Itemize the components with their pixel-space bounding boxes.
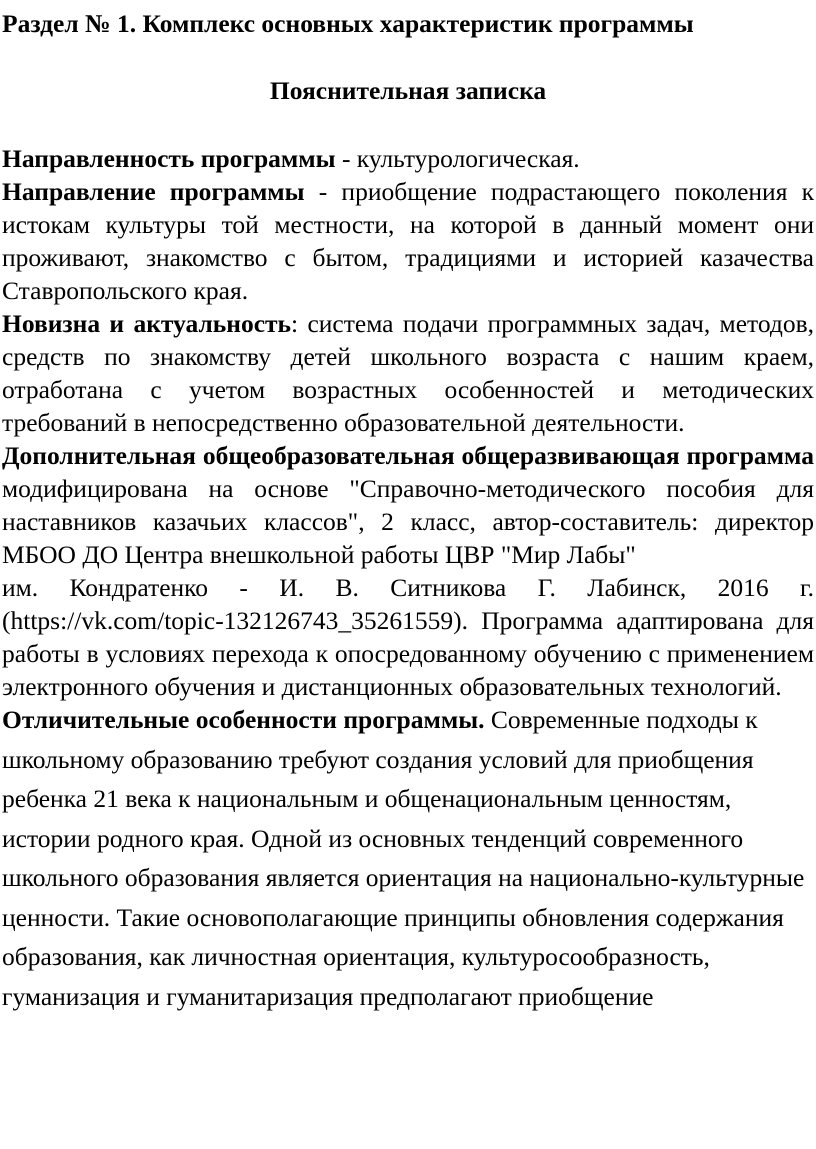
paragraph-direction-label: Направление программы (2, 177, 305, 206)
paragraph-novelty-text: : система подачи программных задач, методов, средств по знакомству детей школьного возраста с нашим краем, отработана с учетом возрастных особенностей и методических требований в непосредственно образовательной деятельности. (2, 309, 814, 437)
section-title: Раздел № 1. Комплекс основных характеристик программы (2, 9, 694, 38)
paragraph-orientation-label: Направленность программы (2, 144, 336, 173)
paragraph-additional-program-continued (2, 571, 814, 703)
paragraph-distinctive-features (2, 700, 814, 1016)
paragraph-novelty (2, 307, 814, 439)
paragraph-additional-program-label: Дополнительная общеобразовательная общеразвивающая программа (2, 441, 814, 470)
document-subtitle: Пояснительная записка (269, 76, 547, 105)
paragraph-additional-program (2, 439, 814, 571)
paragraph-orientation-text: - культурологическая. (335, 144, 580, 173)
paragraph-distinctive-features-text: Современные подходы к школьному образованию требуют создания условий для приобщения ребенка 21 века к национальным и общенациональным ценностям, истории родного края. Одной из основных тенденций современного школьного образования является ориентация на национально-культурные ценности. Такие основополагающие принципы обновления содержания образования, как личностная ориентация, культуросообразность, гуманизация и гуманитаризация предполагают приобщение (2, 705, 805, 1011)
paragraph-additional-program-text: модифицирована на основе "Справочно-методического пособия для наставников казачьих классов", 2 класс, автор-составитель: директор МБОО ДО Центра внешкольной работы ЦВР "Мир Лабы" (2, 474, 814, 569)
paragraph-additional-program-text-2: им. Кондратенко - И. В. Ситникова Г. Лабинск, 2016 г. (https://vk.com/topic-132126743_35261559). Программа адаптирована для работы в условиях перехода к опосредованному обучению с применением электронного обучения и дистанционных образовательных технологий. (2, 573, 814, 701)
paragraph-direction (2, 175, 814, 307)
paragraph-distinctive-features-label: Отличительные особенности программы. (2, 705, 485, 734)
paragraph-direction-text: - приобщение подрастающего поколения к истокам культуры той местности, на которой в данный момент они проживают, знакомство с бытом, традициями и историей казачества Ставропольского края. (2, 177, 814, 305)
paragraph-novelty-label: Новизна и актуальность (2, 309, 292, 338)
paragraph-orientation (2, 142, 814, 175)
